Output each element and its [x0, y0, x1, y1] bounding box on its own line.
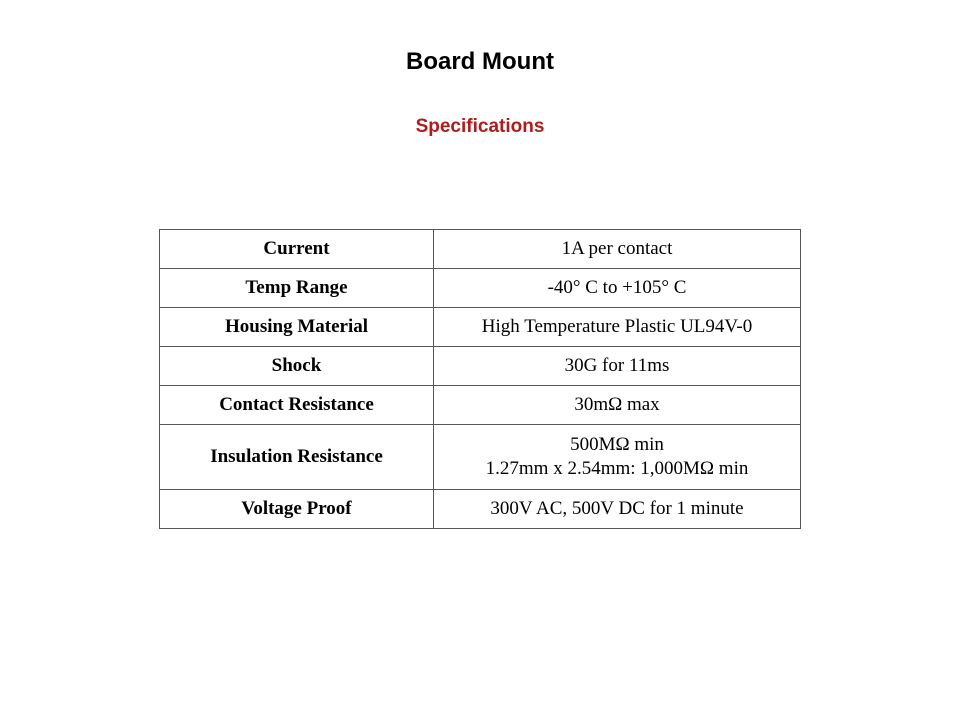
page-title: Board Mount — [406, 48, 554, 75]
spec-label: Current — [160, 230, 434, 269]
spec-value-line: -40° C to +105° C — [547, 277, 687, 298]
spec-label: Temp Range — [160, 269, 434, 308]
spec-label: Contact Resistance — [160, 386, 434, 425]
spec-value — [434, 347, 801, 386]
spec-value-line: 30G for 11ms — [564, 355, 670, 376]
table-row — [160, 230, 801, 269]
spec-label: Voltage Proof — [160, 490, 434, 529]
table-row — [160, 386, 801, 425]
table-row — [160, 269, 801, 308]
table-row — [160, 308, 801, 347]
spec-value-line: 1.27mm x 2.54mm: 1,000MΩ min — [485, 458, 749, 479]
spec-value — [434, 386, 801, 425]
spec-value — [434, 490, 801, 529]
spec-value-line: 1A per contact — [561, 238, 673, 259]
spec-value-line: 30mΩ max — [574, 394, 660, 415]
section-subtitle: Specifications — [415, 116, 545, 137]
spec-value — [434, 230, 801, 269]
specifications-table — [159, 229, 801, 529]
spec-value — [434, 425, 801, 490]
spec-label: Shock — [160, 347, 434, 386]
spec-value-line: High Temperature Plastic UL94V-0 — [481, 316, 753, 337]
spec-label: Insulation Resistance — [160, 425, 434, 490]
table-row — [160, 490, 801, 529]
spec-value — [434, 269, 801, 308]
table-row — [160, 425, 801, 490]
spec-value-line: 500MΩ min — [570, 434, 664, 455]
spec-value-line: 300V AC, 500V DC for 1 minute — [490, 498, 744, 519]
spec-label: Housing Material — [160, 308, 434, 347]
spec-value — [434, 308, 801, 347]
table-row — [160, 347, 801, 386]
